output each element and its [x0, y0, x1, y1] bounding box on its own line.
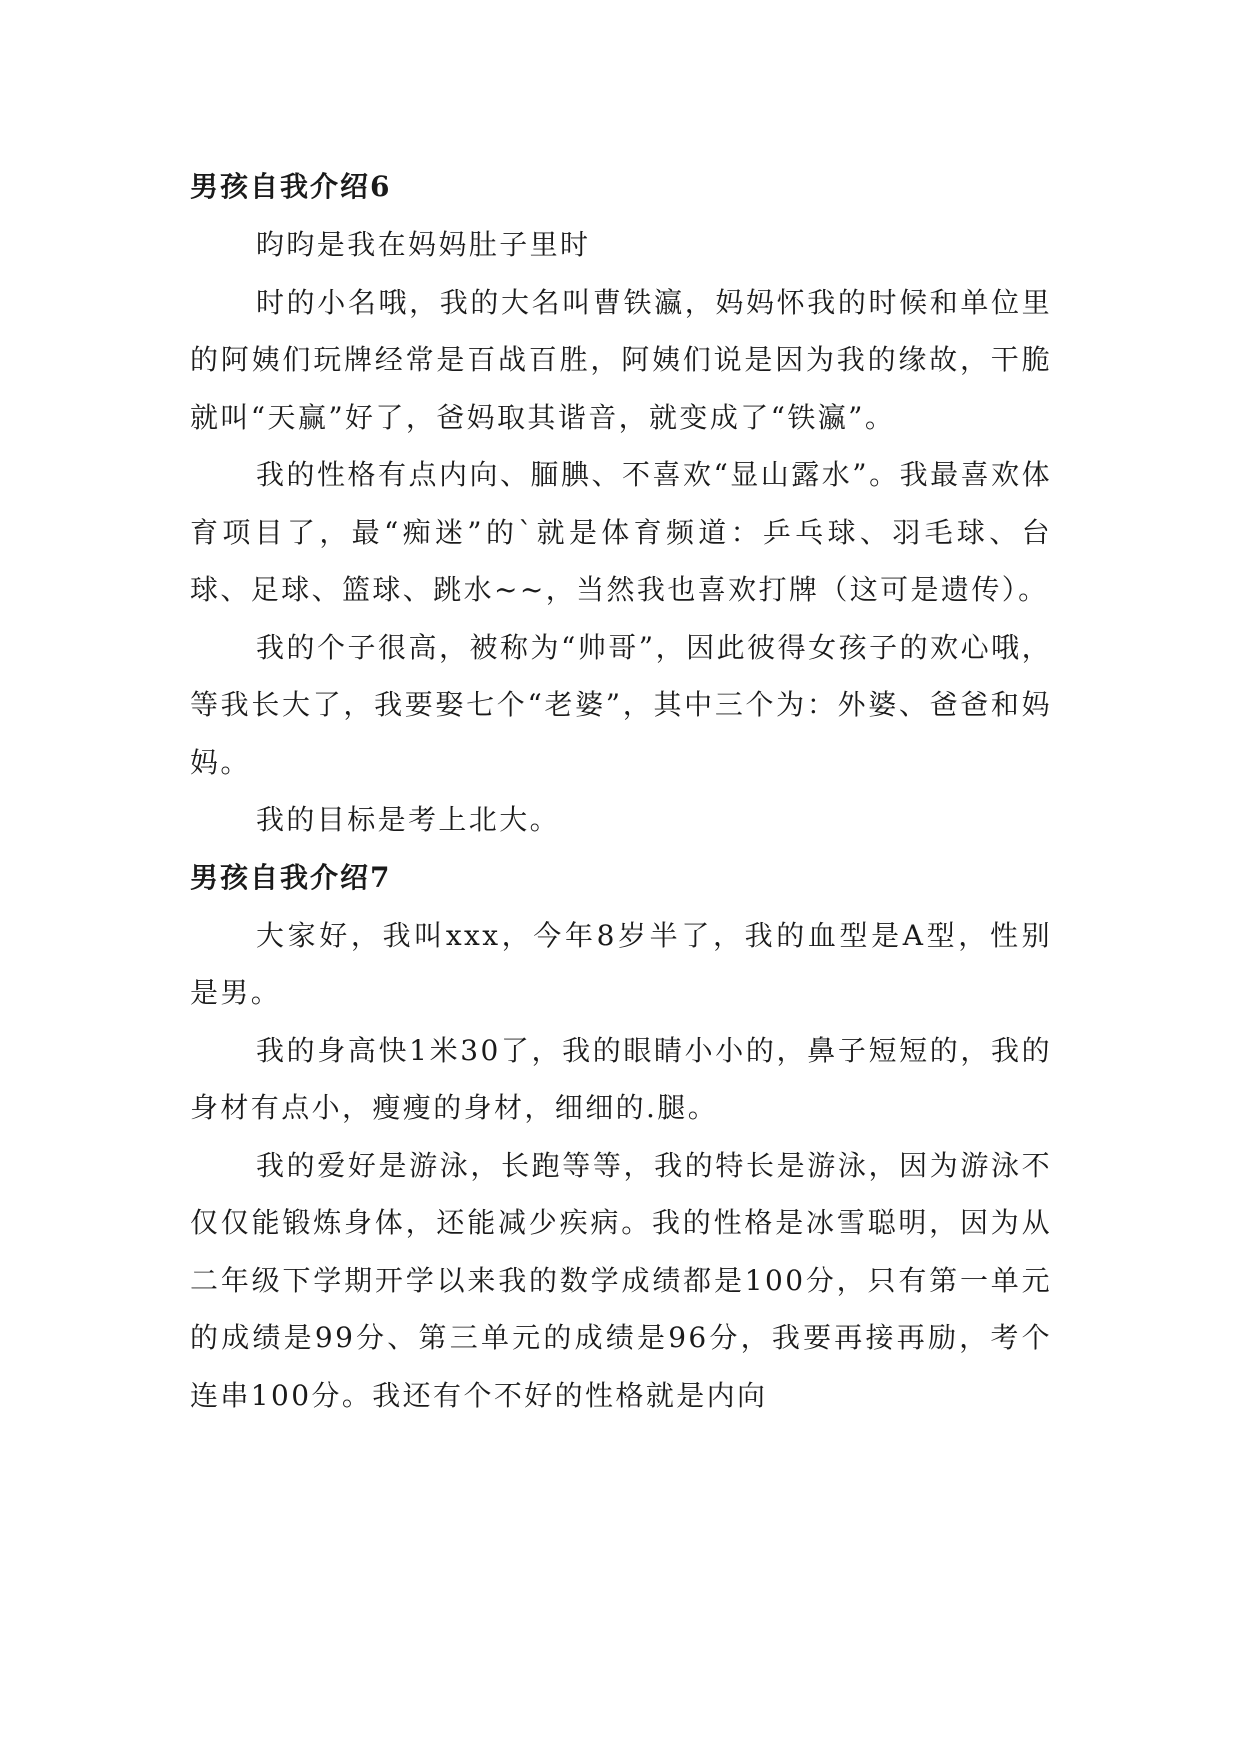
paragraph: 我的性格有点内向、腼腆、不喜欢“显山露水”。我最喜欢体育项目了，最“痴迷”的`就是体育频道：乒乓球、羽毛球、台球、足球、篮球、跳水~~，当然我也喜欢打牌（这可是遗传）。 [190, 458, 1052, 606]
paragraph: 时的小名哦，我的大名叫曹铁瀛，妈妈怀我的时候和单位里的阿姨们玩牌经常是百战百胜，阿姨们说是因为我的缘故，干脆就叫“天赢”好了，爸妈取其谐音，就变成了“铁瀛”。 [190, 285, 1052, 434]
paragraph: 大家好，我叫xxx，今年8岁半了，我的血型是A型，性别是男。 [190, 918, 1052, 1009]
paragraph: 昀昀是我在妈妈肚子里时 [256, 228, 591, 261]
section-intro-6 [190, 158, 1052, 849]
paragraph: 我的身高快1米30了，我的眼睛小小的，鼻子短短的，我的身材有点小，瘦瘦的身材，细细的.腿。 [190, 1033, 1052, 1124]
paragraph: 我的目标是考上北大。 [256, 803, 561, 836]
paragraph: 我的爱好是游泳，长跑等等，我的特长是游泳，因为游泳不仅仅能锻炼身体，还能减少疾病。我的性格是冰雪聪明，因为从二年级下学期开学以来我的数学成绩都是100分，只有第一单元的成绩是99分、第三单元的成绩是96分，我要再接再励，考个连串100分。我还有个不好的性格就是内向 [190, 1148, 1052, 1412]
section-intro-7 [190, 849, 1052, 1425]
document-page [190, 158, 1052, 1424]
section-title: 男孩自我介绍6 [190, 170, 392, 203]
paragraph: 我的个子很高，被称为“帅哥”，因此彼得女孩子的欢心哦，等我长大了，我要娶七个“老婆”，其中三个为：外婆、爸爸和妈妈。 [190, 630, 1052, 779]
section-title: 男孩自我介绍7 [190, 860, 392, 894]
